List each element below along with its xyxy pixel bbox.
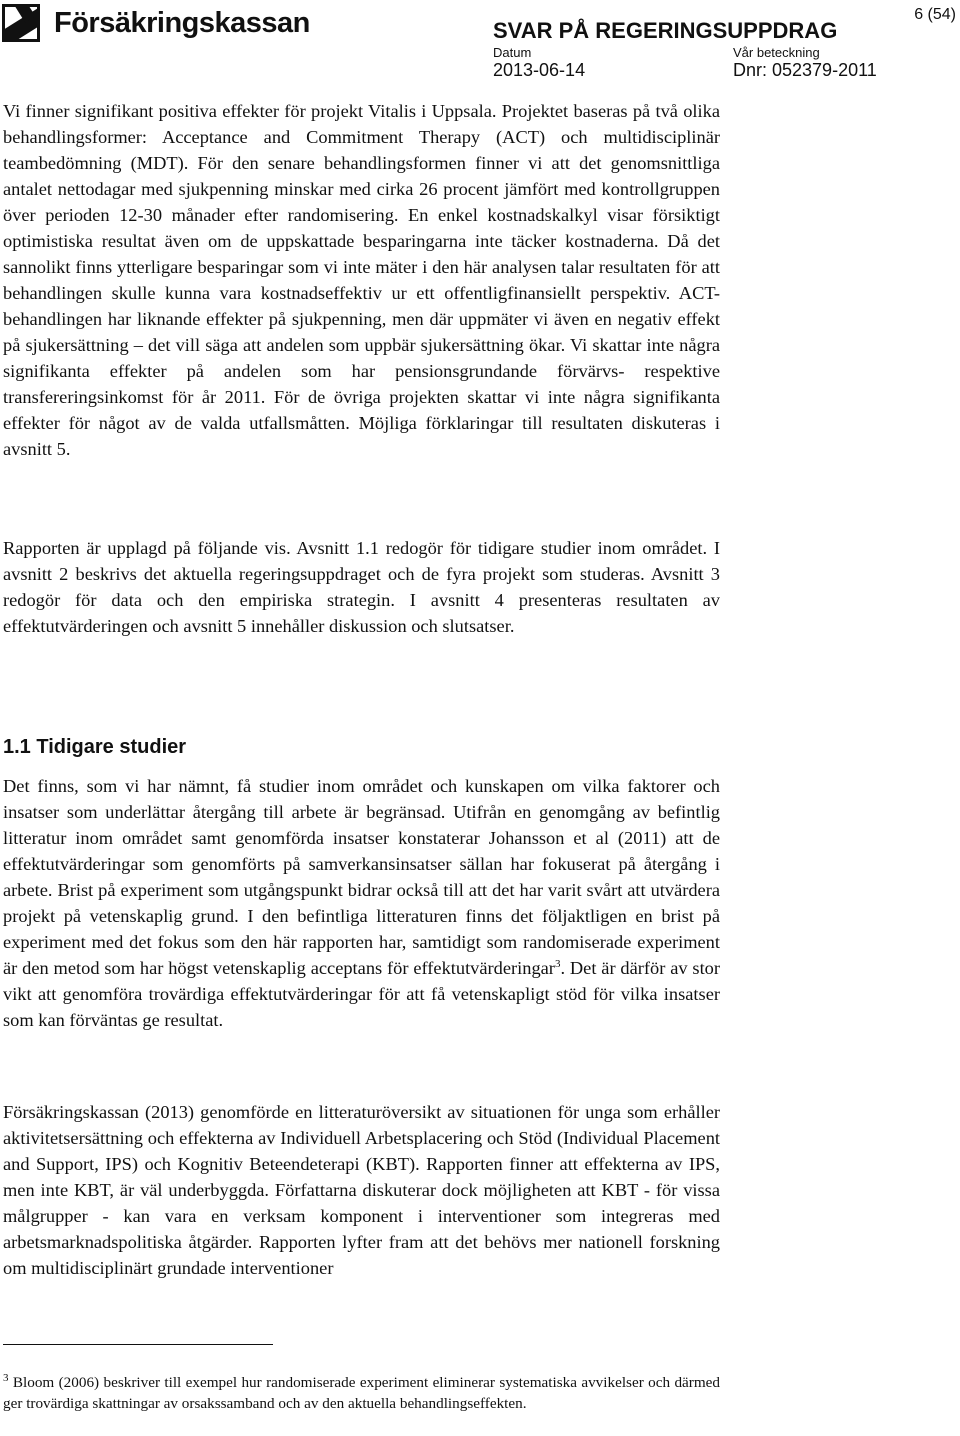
reference-value: Dnr: 052379-2011 bbox=[733, 60, 877, 80]
page-number: 6 (54) bbox=[914, 6, 956, 23]
footnote-text: Bloom (2006) beskriver till exempel hur randomiserade experiment eliminerar systematiska avvikelser och därmed ger trovärdiga skattningar av orsakssamband och av den aktuella behandlingseffekten. bbox=[3, 1374, 720, 1412]
footnote bbox=[3, 1372, 720, 1414]
paragraph-report-outline: Rapporten är upplagd på följande vis. Avsnitt 1.1 redogör för tidigare studier inom området. I avsnitt 2 beskrivs det aktuella regeringsuppdraget och de fyra projekt som studeras. Avsnitt 3 redogör för data och den empiriska strategin. I avsnitt 4 presenteras resultaten av effektutvärderingen och avsnitt 5 innehåller diskussion och slutsatser. bbox=[3, 538, 720, 636]
paragraph-previous-studies bbox=[3, 773, 720, 1033]
footnote-number: 3 bbox=[3, 1371, 9, 1384]
document-header bbox=[0, 0, 960, 92]
reference-label: Vår beteckning bbox=[733, 45, 820, 60]
footnote-reference[interactable]: 3 bbox=[554, 957, 561, 970]
footnote-divider bbox=[3, 1344, 273, 1345]
logo bbox=[2, 4, 310, 42]
paragraph-literature-review: Försäkringskassan (2013) genomförde en litteraturöversikt av situationen för unga som erhåller aktivitetsersättning och effekterna av Individuell Arbetsplacering och Stöd (Individual Placement and Support, IPS) och Kognitiv Beteendeterapi (KBT). Rapporten finner att effekterna av IPS, men inte KBT, är väl underbyggda. Författarna diskuterar dock möjligheten att KBT - för vissa målgrupper - kan vara en verksam komponent i interventioner som integreras med arbetsmarknadspolitiska åtgärder. Rapporten lyfter fram att det behövs mer nationell forskning om multidisciplinärt grundade interventioner bbox=[3, 1102, 720, 1278]
date-label: Datum bbox=[493, 45, 532, 60]
document-type: SVAR PÅ REGERINGSUPPDRAG bbox=[493, 18, 838, 43]
paragraph-text-continued: . Det är därför av stor vikt att genomföra trovärdiga effektutvärderingar för att få vetenskapligt stöd för vilka insatser som kan förväntas ge resultat. bbox=[3, 958, 721, 1030]
logo-text: Försäkringskassan bbox=[54, 6, 310, 39]
logo-icon bbox=[2, 4, 40, 42]
section-heading: 1.1 Tidigare studier bbox=[3, 736, 187, 758]
paragraph-text: Det finns, som vi har nämnt, få studier inom området och kunskapen om vilka faktorer och insatser som underlättar återgång till arbete är begränsad. Utifrån en genomgång av befintlig litteratur inom området samt genomförda insatser konstaterar Johansson et al (2011) att de effektutvärderingar som genomförts på samverkansinsatser sällan har fokuserat på återgång i arbete. Brist på experiment som utgångspunkt bidrar också till att det har varit svårt att utvärdera projekt på vetenskaplig grund. I den befintliga litteraturen finns det följaktligen en brist på experiment med det fokus som den här rapporten har, samtidigt som randomiserade experiment är den metod som har högst vetenskaplig acceptans för effektutvärderingar bbox=[3, 776, 720, 978]
paragraph-results: Vi finner signifikant positiva effekter för projekt Vitalis i Uppsala. Projektet baseras på två olika behandlingsformer: Acceptance and Commitment Therapy (ACT) och multidisciplinär teambedömning (MDT). För den senare behandlingsformen finner vi att det genomsnittliga antalet nettodagar med sjukpenning minskar med cirka 26 procent jämfört med kontrollgruppen över perioden 12-30 månader efter randomisering. En enkel kostnadskalkyl visar försiktigt optimistiska resultat även om de uppskattade besparingarna inte täcker kostnaderna. Då det sannolikt finns ytterligare besparingar som vi inte mäter i den här analysen talar resultaten för att behandlingen skulle kunna vara kostnadseffektiv ur ett offentligfinansiellt perspektiv. ACT-behandlingen har liknande effekter på sjukpenning, men där uppmäter vi även en negativ effekt på sjukersättning – det vill säga att andelen som uppbär sjukersättning ökar. Vi skattar inte några signifikanta effekter på andelen som har pensionsgrundande förvärvs- respektive transfereringsinkomst för år 2011. För de övriga projekten skattar vi inte några signifikanta effekter för något av de valda utfallsmåtten. Möjliga förklaringar till resultaten diskuteras i avsnitt 5. bbox=[3, 101, 720, 459]
date-value: 2013-06-14 bbox=[493, 60, 586, 80]
